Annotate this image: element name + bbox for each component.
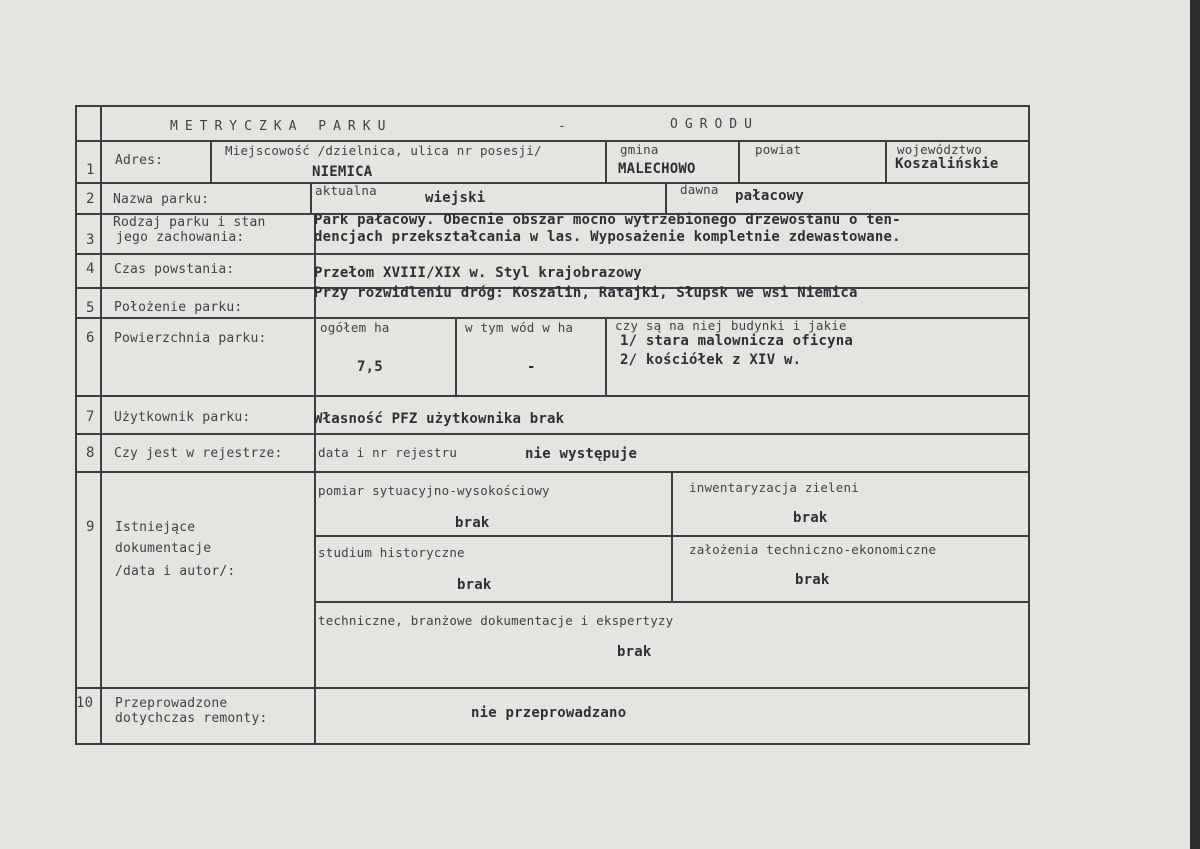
buildings-item-1: 1/ stara malownicza oficyna: [620, 333, 853, 349]
renovations-value: nie przeprowadzano: [471, 705, 627, 721]
row-number: 1: [86, 162, 95, 178]
title-dash: -: [558, 119, 567, 134]
tech-econ-label: założenia techniczno-ekonomiczne: [689, 542, 937, 557]
gmina-label: gmina: [620, 142, 659, 157]
row-divider: [75, 687, 1030, 689]
row-number: 7: [86, 409, 95, 425]
buildings-item-2: 2/ kościółek z XIV w.: [620, 352, 802, 368]
address-label: Adres:: [115, 153, 164, 168]
row-number: 6: [86, 330, 95, 346]
row-number: 8: [86, 445, 95, 461]
historical-study-label: studium historyczne: [318, 545, 465, 560]
creation-time-value: Przełom XVIII/XIX w. Styl krajobrazowy: [314, 265, 642, 281]
current-name-value: wiejski: [425, 190, 486, 206]
cell-divider: [455, 317, 457, 395]
register-label: Czy jest w rejestrze:: [114, 446, 283, 461]
row-divider: [75, 182, 1030, 184]
scan-edge: [1190, 0, 1200, 849]
register-value: nie występuje: [525, 446, 638, 462]
cell-divider: [738, 140, 740, 182]
docs-label-cont: /data i autor/:: [115, 564, 236, 579]
form-top-border: [75, 105, 1030, 107]
location-label: Położenie parku:: [114, 300, 243, 315]
powiat-label: powiat: [755, 142, 802, 157]
historical-study-value: brak: [457, 577, 492, 593]
location-value: Przy rozwidleniu dróg: Koszalin, Ratajki, Słupsk we wsi Niemica: [314, 285, 858, 301]
green-inventory-value: brak: [793, 510, 828, 526]
row-divider: [75, 433, 1030, 435]
row-number: 4: [86, 261, 95, 277]
wojewodztwo-label: województwo: [897, 142, 982, 157]
form-title-suffix: OGRODU: [670, 117, 759, 132]
water-area-label: w tym wód w ha: [465, 320, 574, 335]
area-label: Powierzchnia parku:: [114, 331, 267, 346]
row-divider: [75, 471, 1030, 473]
survey-value: brak: [455, 515, 490, 531]
row-divider: [314, 601, 1030, 603]
technical-docs-value: brak: [617, 644, 652, 660]
form-right-border: [1028, 105, 1030, 745]
row-number: 3: [86, 232, 95, 248]
form-left-border: [75, 105, 77, 745]
park-type-value-cont: dencjach przekształcania w las. Wyposażenie kompletnie zdewastowane.: [314, 229, 901, 245]
user-label: Użytkownik parku:: [114, 410, 251, 425]
row-number: 5: [86, 300, 95, 316]
row-number: 2: [86, 191, 95, 207]
technical-docs-label: techniczne, branżowe dokumentacje i ekspertyzy: [318, 613, 674, 628]
former-name-value: pałacowy: [735, 188, 805, 204]
user-value: Własność PFZ użytkownika brak: [314, 411, 565, 427]
former-name-label: dawna: [680, 182, 719, 197]
cell-divider: [665, 182, 667, 213]
row-divider: [75, 253, 1030, 255]
green-inventory-label: inwentaryzacja zieleni: [689, 480, 859, 495]
locality-value: NIEMICA: [312, 164, 373, 180]
cell-divider: [671, 471, 673, 601]
form-title: METRYCZKA PARKU: [170, 119, 393, 134]
water-area-value: -: [527, 359, 536, 375]
park-type-label: Rodzaj parku i stan: [113, 215, 266, 230]
row-divider: [75, 395, 1030, 397]
docs-label: Istniejące: [115, 520, 196, 535]
gmina-value: MALECHOWO: [618, 161, 696, 177]
tech-econ-value: brak: [795, 572, 830, 588]
current-name-label: aktualna: [315, 183, 377, 198]
survey-label: pomiar sytuacyjno-wysokościowy: [318, 483, 550, 498]
park-name-label: Nazwa parku:: [113, 192, 210, 207]
wojewodztwo-value: Koszalińskie: [895, 156, 999, 172]
number-column-divider: [100, 105, 102, 745]
cell-divider: [885, 140, 887, 182]
renovations-label: Przeprowadzone: [115, 696, 228, 711]
total-area-label: ogółem ha: [320, 320, 390, 335]
cell-divider: [605, 140, 607, 182]
creation-time-label: Czas powstania:: [114, 262, 235, 277]
park-record-form: [75, 105, 1030, 745]
row-divider: [75, 317, 1030, 319]
cell-divider: [210, 140, 212, 182]
park-type-label-cont: jego zachowania:: [116, 230, 245, 245]
cell-divider: [605, 317, 607, 395]
docs-label-cont: dokumentacje: [115, 541, 212, 556]
total-area-value: 7,5: [357, 359, 383, 375]
park-type-value: Park pałacowy. Obecnie obszar mocno wytrzebionego drzewostanu o ten-: [314, 212, 901, 228]
row-number: 9: [86, 519, 95, 535]
register-date-label: data i nr rejestru: [318, 445, 458, 460]
form-bottom-border: [75, 743, 1030, 745]
renovations-label-cont: dotychczas remonty:: [115, 711, 268, 726]
cell-divider: [310, 182, 312, 213]
buildings-label: czy są na niej budynki i jakie: [615, 318, 847, 333]
row-number: 10: [76, 695, 94, 711]
locality-label: Miejscowość /dzielnica, ulica nr posesji/: [225, 143, 542, 158]
